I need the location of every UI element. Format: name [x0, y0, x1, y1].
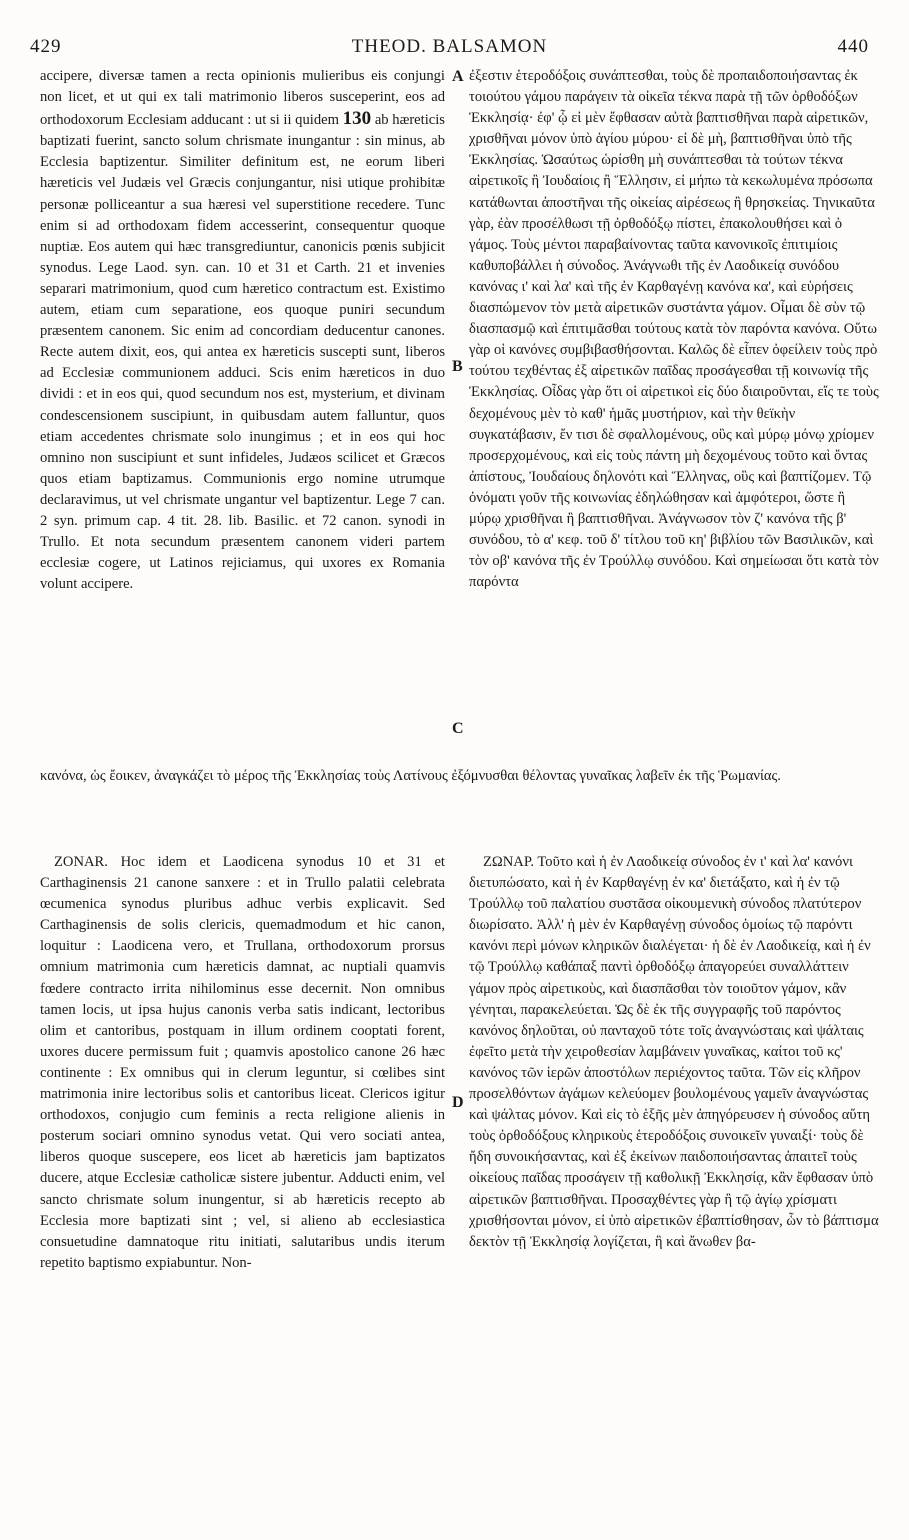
- greek-column-bottom: [469, 852, 879, 1532]
- latin-text-part-1: accipere, diversæ tamen a recta opinionis mulieribus eis conjungi non licet, et ut qui ex tali matrimonio liberos susceperint, eos ad orthodoxorum Ecclesiam adducant : ut si ii quidem: [40, 68, 445, 129]
- latin-column-top: [40, 66, 445, 772]
- zonaras-latin-paragraph: [40, 852, 445, 1274]
- running-title: THEOD. BALSAMON: [351, 36, 548, 57]
- margin-marker-d: D: [452, 1094, 464, 1111]
- margin-marker-b: B: [452, 358, 463, 375]
- zonaras-latin-text: Hoc idem et Laodicena synodus 10 et 31 et Carthaginensis 21 canone sanxere : et in Trullo palatii celebrata œcumenica synodus pluribus adhuc verbis explicavit. Sed Carthaginensis de solis clericis, quemadmodum et hic canon, loquitur : Laodicena vero, et Trullana, orthodoxorum prorsus omnium matrimonia cum hæreticis damnat, ac nuptiali quamvis fœdere contracto irrita nihilominus esse decernit. Non omnibus tamen locis, ut ipsa hujus canonis verba satis indicant, lectoribus olim et cantoribus, postquam in illum ordinem cooptati forent, uxores ducere permissum fuit ; quamvis apostolico canone 26 hæc continente : Ex omnibus qui in clerum leguntur, si cœlibes sint matrimonia inire lectoribus solis et cantoribus liceat. Clericos igitur orthodoxos, conjugio cum feminis a recta religione alienis in posterum sociari omnino synodus vetat. Qui vero sociati antea, liberos quoque suscepere, eos licet ab hæreticis jam baptizatos ducere, atque Ecclesiæ catholicæ sistere jubentur. Adducti enim, vel sancto chrismate solum inungentur, si ab hæreticis recepto ab Ecclesia more baptizati sint ; vel, si alieno ab ecclesiastica consuetudine damnatoque ritu initiati, salutaribus undis iterum repetito baptismo expiabuntur. Non-: [40, 854, 445, 1271]
- margin-marker-c: C: [452, 720, 464, 737]
- zonaras-latin-label: ZONAR.: [54, 854, 108, 870]
- page-number-left: 429: [30, 36, 62, 57]
- margin-marker-a: A: [452, 68, 464, 85]
- page-header: [30, 36, 869, 60]
- greek-paragraph-top: ἐξεστιν ἑτεροδόξοις συνάπτεσθαι, τοὺς δὲ προπαιδοποιήσαντας ἐκ τοιούτου γάμου παράγειν τὰ οἰκεῖα τέκνα παρὰ τῇ τῶν ὀρθοδόξων Ἐκκλησίᾳ· ἐφ' ᾧ εἰ μὲν ἔφθασαν αὐτὰ βαπτισθῆναι παρὰ αἱρετικῶν, χρισθῆναι μόνον ὑπὸ ἁγίου μύρου· εἰ δὲ μὴ, βαπτισθῆναι ὑπὸ τῆς Ἐκκλησίας. Ὡσαύτως ὡρίσθη μὴ συνάπτεσθαι τὰ τούτων τέκνα αἱρετικοῖς ἢ Ἰουδαίοις ἢ Ἕλλησιν, εἰ μήπω τὰ κεκωλυμένα πρόσωπα κατάθωνται ἀποστῆναι τῆς οἰκείας αἱρέσεως ἢ θρησκείας. Τηνικαῦτα γὰρ, ἐὰν προσέλθωσι τῇ ὀρθοδόξῳ πίστει, ἐπακολουθήσει καὶ ὁ γάμος. Τοὺς μέντοι παραβαίνοντας ταῦτα κανονικοῖς ἐπιτιμίοις καθυποβάλλει ἡ σύνοδος. Ἀνάγνωθι τῆς ἐν Λαοδικείᾳ συνόδου κανόνας ι' καὶ λα' καὶ τῆς ἐν Καρθαγένῃ κανόνα κα', καὶ εὑρήσεις διασπώμενον τὸν μετὰ αἱρετικῶν συστάντα γάμον. Οἶμαι δὲ σὺν τῷ διασπασμῷ καὶ ἐπιτιμᾶσθαι τούτους κατὰ τὸν παρόντα κανόνα. Οὕτω γὰρ οἱ κανόνες συμβιβασθήσονται. Καλῶς δὲ εἶπεν ὀφείλειν τοὺς πρὸ τούτου τεχθέντας ἐξ αἱρετικῶν παῖδας προσάγεσθαι τῇ κοινωνίᾳ τῆς Ἐκκλησίας. Οἶδας γὰρ ὅτι οἱ αἱρετικοὶ εἰς δύο διαιροῦνται, εἴς τε τοὺς δεχομένους μὲν τὸ καθ' ἡμᾶς μυστήριον, καὶ τὴν θεϊκὴν συγκατάβασιν, ἔν τισι δὲ σφαλλομένους, οὓς καὶ μύρῳ μόνῳ χρίομεν προσερχομένους, καὶ εἰς τοὺς πάντη μὴ δεχομένους τοῦτο καὶ ὄντας ἀπίστους, Ἰουδαίους δηλονότι καὶ Ἕλληνας, οὓς καὶ βαπτίζομεν. Τῷ ὀνόματι γοῦν τῆς κοινωνίας ἐδηλώθησαν καὶ ἀμφότεροι, ὥστε ἢ μύρῳ χρισθῆναι ἢ βαπτισθῆναι. Ἀνάγνωσον τὸν ζ' κανόνα τῆς β' συνόδου, τὸ α' κεφ. τοῦ δ' τίτλου τοῦ κη' βιβλίου τῶν Βασιλικῶν, καὶ τὸν οβ' κανόνα τῆς ἐν Τρούλλῳ συνόδου. Καὶ σημείωσαι ὅτι κατὰ τὸν παρόντα: [469, 68, 879, 591]
- latin-paragraph-top: [40, 66, 445, 595]
- latin-column-bottom: [40, 852, 445, 1532]
- latin-text-part-2: ab hæreticis baptizati fuerint, sancto solum chrismate inungantur : sin minus, ab Ecclesia baptizentur. Similiter definitum est, ne eorum liberi hæreticis vel Judæis vel Græcis conjungantur, nisi utique prohibitæ personæ polliceantur a sua hæresi vel superstitione recedere. Tunc enim si ad orthodoxam fidem accesserint, consequentur quoque nuptiæ. Eos autem qui hæc transgrediuntur, canonicis pœnis subjicit synodus. Lege Laod. syn. can. 10 et 31 et Carth. 21 et invenies separari matrimonium, quod cum hæretico contractum est. Existimo autem, etiam cum separatione, eos quoque puniri secundum præsentem canonem. Sic enim ad concordiam deducentur canones. Recte autem dixit, eos, qui antea ex hæreticis suscepti sunt, liberos ad Ecclesiæ communionem adduci. Scis enim hæreticos in duo dividi : et in eos qui, quod secundum nos est, mysterium, et divinam condescensionem suscipiunt, in quibusdam autem falluntur, quos etiam accedentes chrismate solo inungimus ; et in eos qui hoc omnino non suscipiunt et sunt infideles, Judæos scilicet et Græcos quos etiam baptizamus. Communionis ergo nomine utrumque declaravimus, ut vel chrismate ungantur vel baptizentur. Lege 7 can. 2 syn. primum cap. 4 tit. 28. lib. Basilic. et 72 canon. synodi in Trullo. Et nota secundum præsentem canonem videri partem ecclesiæ cogere, ut Latinos rejiciamus, qui uxores ex Romania volunt accipere.: [40, 112, 445, 593]
- zonaras-greek-label: ΖΩΝΑΡ.: [483, 854, 534, 870]
- greek-column-top: [469, 66, 879, 772]
- greek-spanning-line: [40, 766, 879, 787]
- page-number-right: 440: [837, 36, 869, 57]
- zonaras-greek-paragraph: [469, 852, 879, 1253]
- greek-spanning-text: κανόνα, ὡς ἔοικεν, ἀναγκάζει τὸ μέρος τῆς Ἐκκλησίας τοὺς Λατίνους ἐξόμνυσθαι θέλοντας γυναῖκας λαβεῖν ἐκ τῆς Ῥωμανίας.: [40, 768, 781, 784]
- section-number: 130: [342, 108, 372, 130]
- zonaras-greek-text: Τοῦτο καὶ ἡ ἐν Λαοδικείᾳ σύνοδος ἐν ι' καὶ λα' κανόνι διετυπώσατο, καὶ ἡ ἐν Καρθαγένῃ ἐν κα' διετάξατο, καὶ ἡ ἐν τῷ Τρούλλῳ τοῦ παλατίου συστᾶσα οἰκουμενικὴ σύνοδος πλατύτερον διωρίσατο. Ἀλλ' ἡ μὲν ἐν Καρθαγένῃ σύνοδος ὁμοίως τῷ παρόντι κανόνι περὶ μόνων κληρικῶν διαλέγεται· ἡ δὲ ἐν Λαοδικείᾳ, καὶ ἡ ἐν τῷ Τρούλλῳ καθάπαξ παντὶ ὀρθοδόξῳ ἀπαγορεύει συναλλάττειν γάμον πρὸς αἱρετικοὺς, καὶ διασπᾶσθαι τὸν τοιοῦτον γάμον, κἂν γένηται, παρακελεύεται. Ὡς δὲ ἐκ τῆς συγγραφῆς τοῦ παρόντος κανόνος δηλοῦται, οὐ πανταχοῦ τότε τοῖς ἀναγνώσταις καὶ ψάλταις ἐφεῖτο μετὰ τὴν χειροθεσίαν λαμβάνειν γυναῖκας, καίτοι τοῦ κς' κανόνος τῶν ἱερῶν ἀποστόλων περιέχοντος ταῦτα. Τῶν εἰς κλῆρον προσελθόντων ἀγάμων κελεύομεν βουλομένους γαμεῖν ἀναγνώστας καὶ ψάλτας μόνον. Καὶ εἰς τὸ ἑξῆς μὲν ἀπηγόρευσεν ἡ σύνοδος αὕτη τοὺς ὀρθοδόξους κληρικοὺς ἑτεροδόξοις συνοικεῖν γυναιξί· τοὺς δὲ ἤδη συνοικήσαντας, καὶ ἐξ ἐκείνων παιδοποιήσαντας ἀπαιτεῖ τοὺς οἰκείους παῖδας προσάγειν τῇ καθολικῇ Ἐκκλησίᾳ, κἂν ἔφθασαν ὑπὸ αἱρετικῶν βαπτισθῆναι. Προσαχθέντες γὰρ ἢ τῷ ἁγίῳ χρίσματι χρισθήσονται μόνον, εἰ ὑπὸ αἱρετικῶν ἐβαπτίσθησαν, ὧν τὸ βάπτισμα δεκτὸν τῇ Ἐκκλησίᾳ λογίζεται, ἢ καὶ ἄνωθεν βα-: [469, 854, 879, 1250]
